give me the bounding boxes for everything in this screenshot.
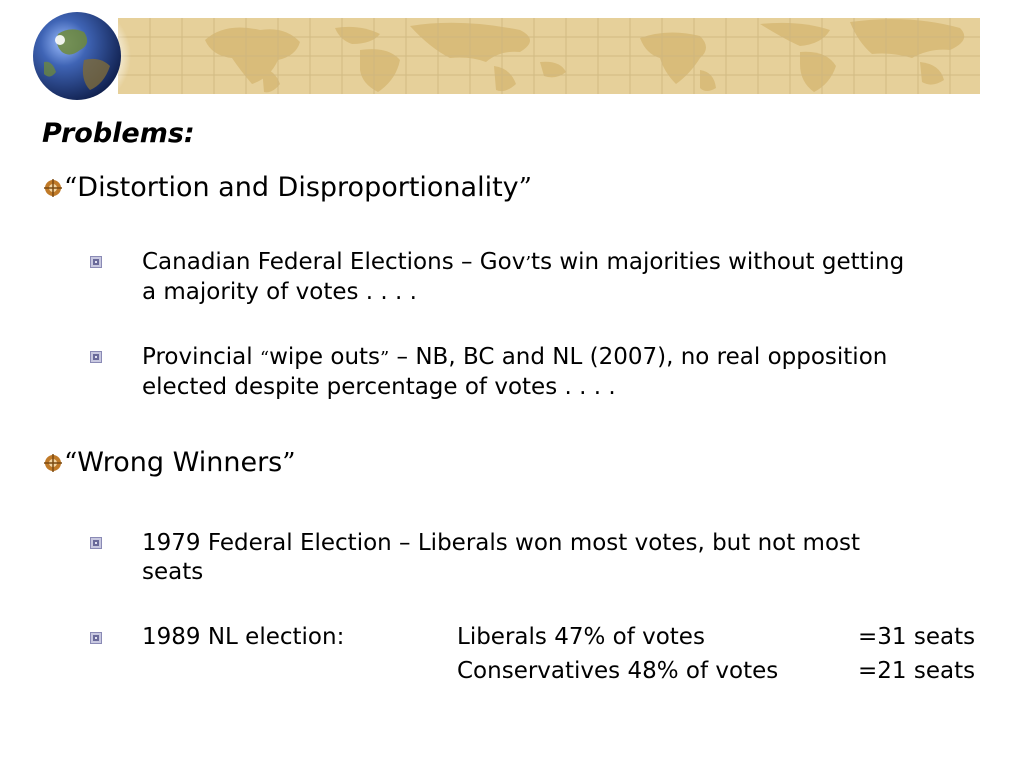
bullet-distortion — [42, 172, 532, 203]
bullet-wrong-winners — [42, 447, 296, 478]
text-part: ts win majorities without getting — [531, 249, 905, 275]
text-part: 1979 Federal Election – Liberals won most votes, but not most — [142, 530, 861, 556]
sub-bullet-federal — [90, 248, 990, 307]
slide-title: Problems: — [42, 118, 195, 149]
square-bullet-icon — [90, 256, 102, 268]
text-part: wipe outs — [269, 344, 381, 370]
sub-bullet-provincial — [90, 343, 990, 402]
nl-election-label: 1989 NL election: — [142, 624, 345, 650]
globe-icon — [33, 12, 121, 100]
text-part: seats — [142, 559, 204, 585]
square-bullet-icon — [90, 537, 102, 549]
square-bullet-icon — [90, 351, 102, 363]
close-quote: ” — [518, 172, 532, 203]
square-bullet-icon — [90, 632, 102, 644]
header-banner — [0, 0, 1024, 110]
open-quote: “ — [64, 447, 78, 478]
sub-bullet-text — [142, 343, 990, 402]
text-part: Provincial — [142, 344, 260, 370]
nl-row-liberals-seats: =31 seats — [858, 624, 976, 650]
bullet-text: Distortion and Disproportionality — [77, 172, 519, 203]
nl-row-liberals-party: Liberals 47% of votes — [457, 624, 705, 650]
compass-bullet-icon — [42, 177, 64, 199]
sub-bullet-text — [142, 529, 990, 587]
bullet-text: Wrong Winners — [77, 447, 283, 478]
close-quote: ” — [282, 447, 296, 478]
open-quote: “ — [259, 348, 270, 369]
text-part: – NB, BC and NL (2007), no real opposition — [389, 344, 888, 370]
open-quote: “ — [64, 172, 78, 203]
close-quote: ” — [380, 348, 390, 369]
text-part: elected despite percentage of votes . . . . — [142, 374, 616, 400]
text-part: Canadian Federal Elections – Gov — [142, 249, 526, 275]
nl-row-conservatives-seats: =21 seats — [858, 658, 976, 684]
text-part: a majority of votes . . . . — [142, 279, 417, 305]
sub-bullet-1979 — [90, 529, 990, 587]
sub-bullet-text — [142, 248, 990, 307]
nl-row-conservatives-party: Conservatives 48% of votes — [457, 658, 779, 684]
compass-bullet-icon — [42, 452, 64, 474]
apostrophe: ’ — [525, 253, 532, 274]
